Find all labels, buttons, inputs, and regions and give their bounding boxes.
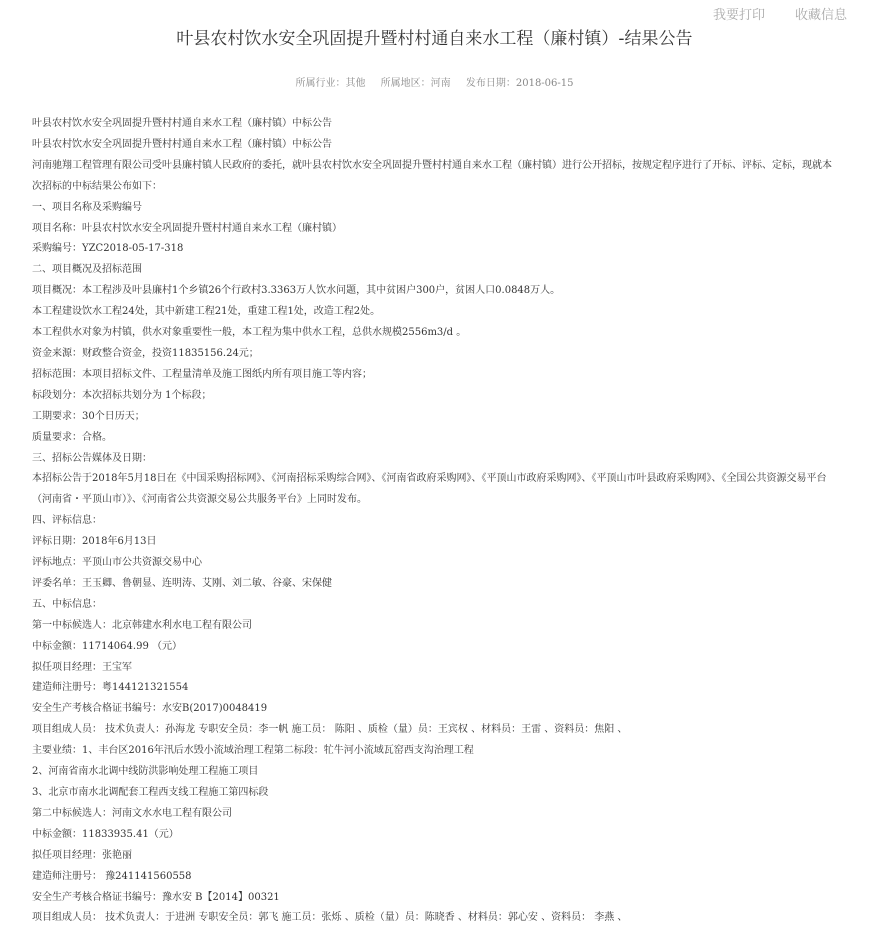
paragraph: 3、北京市南水北调配套工程西支线工程施工第四标段 <box>32 787 269 798</box>
favorite-link[interactable]: 收藏信息 <box>794 8 847 23</box>
paragraph: 本工程建设饮水工程24处，其中新建工程21处，重建工程1处，改造工程2处。 <box>32 306 381 318</box>
paragraph: 资金来源：财政整合资金，投资11835156.24元； <box>32 347 259 359</box>
meta-date: 发布日期：2018-06-15 <box>465 78 574 89</box>
paragraph: 安全生产考核合格证书编号：豫水安 B【2014】00321 <box>32 891 280 903</box>
paragraph: 叶县农村饮水安全巩固提升暨村村通自来水工程（廉村镇）中标公告 <box>32 118 332 129</box>
top-links <box>683 4 847 23</box>
paragraph: 评委名单：王玉卿、鲁朝显、连明涛、艾刚、刘二敏、谷豪、宋保健 <box>32 577 332 589</box>
paragraph: 采购编号：YZC2018-05-17-318 <box>32 243 184 255</box>
paragraph: 2、河南省南水北调中线防洪影响处理工程施工项目 <box>32 766 259 778</box>
paragraph: 项目组成人员： 技术负责人：于进洲 专职安全员：郭飞 施工员：张烁 、质检（量）员：陈晓香 、材料员：郭心安 、资料员： 李燕 、 <box>32 912 628 924</box>
meta-industry: 所属行业：其他 <box>295 78 366 89</box>
paragraph: 评标地点：平顶山市公共资源交易中心 <box>32 557 202 569</box>
paragraph: 招标范围：本项目招标文件、工程量清单及施工图纸内所有项目施工等内容； <box>32 368 372 380</box>
paragraph: 项目名称：叶县农村饮水安全巩固提升暨村村通自来水工程（廉村镇） <box>32 222 342 234</box>
paragraph: 评标日期：2018年6月13日 <box>32 536 157 548</box>
paragraph: 中标金额：11833935.41（元） <box>32 828 179 840</box>
paragraph: 标段划分：本次招标共划分为 1个标段； <box>32 389 212 401</box>
section-heading: 三、招标公告媒体及日期： <box>32 452 152 464</box>
paragraph: 项目组成人员： 技术负责人：孙海龙 专职安全员：李一帆 施工员： 陈阳 、质检（量）员：王宾权 、材料员：王雷 、资料员：焦阳 、 <box>32 724 628 736</box>
section-heading: 二、项目概况及招标范围 <box>32 264 142 276</box>
paragraph: 安全生产考核合格证书编号：水安B(2017)0048419 <box>32 703 268 715</box>
paragraph: 中标金额：11714064.99 （元） <box>32 640 182 652</box>
paragraph: 本招标公告于2018年5月18日在《中国采购招标网》、《河南招标采购综合网》、《河南省政府采购网》、《平顶山市政府采购网》、《平顶山市叶县政府采购网》、《全国公共资源交易平台（河南省・平顶山市）》、《河南省公共资源交易公共服务平台》上同时发布。 <box>32 473 827 506</box>
page-title: 叶县农村饮水安全巩固提升暨村村通自来水工程（廉村镇）-结果公告 <box>176 29 693 49</box>
paragraph: 第一中标候选人：北京韩建水利水电工程有限公司 <box>32 619 252 631</box>
section-heading: 五、中标信息： <box>32 598 102 610</box>
paragraph: 工期要求：30个日历天； <box>32 410 145 422</box>
section-heading: 一、项目名称及采购编号 <box>32 201 142 213</box>
article-meta <box>0 74 869 89</box>
paragraph: 第二中标候选人：河南文水水电工程有限公司 <box>32 807 232 819</box>
article-body <box>32 114 837 929</box>
paragraph: 拟任项目经理：王宝军 <box>32 661 132 673</box>
section-heading: 四、评标信息： <box>32 515 102 527</box>
paragraph: 建造师注册号：粤144121321554 <box>32 682 189 694</box>
paragraph: 项目概况：本工程涉及叶县廉村1个乡镇26个行政村3.3363万人饮水问题，其中贫困户300户，贫困人口0.0848万人。 <box>32 285 561 297</box>
paragraph: 主要业绩：1、丰台区2016年汛后水毁小流域治理工程第二标段：牤牛河小流域瓦窑西支沟治理工程 <box>32 745 474 757</box>
paragraph: 叶县农村饮水安全巩固提升暨村村通自来水工程（廉村镇）中标公告 <box>32 138 332 150</box>
paragraph: 本工程供水对象为村镇，供水对象重要性一般，本工程为集中供水工程，总供水规模2556m3/d 。 <box>32 327 467 339</box>
paragraph: 河南驰翔工程管理有限公司受叶县廉村镇人民政府的委托，就叶县农村饮水安全巩固提升暨村村通自来水工程（廉村镇）进行公开招标，按规定程序进行了开标、评标、定标，现就本次招标的中标结果公布如下： <box>32 159 832 192</box>
paragraph: 质量要求：合格。 <box>32 431 112 443</box>
meta-region: 所属地区：河南 <box>380 78 451 89</box>
paragraph: 拟任项目经理：张艳丽 <box>32 849 132 861</box>
print-link[interactable]: 我要打印 <box>712 8 765 23</box>
paragraph: 建造师注册号： 豫241141560558 <box>32 870 192 882</box>
